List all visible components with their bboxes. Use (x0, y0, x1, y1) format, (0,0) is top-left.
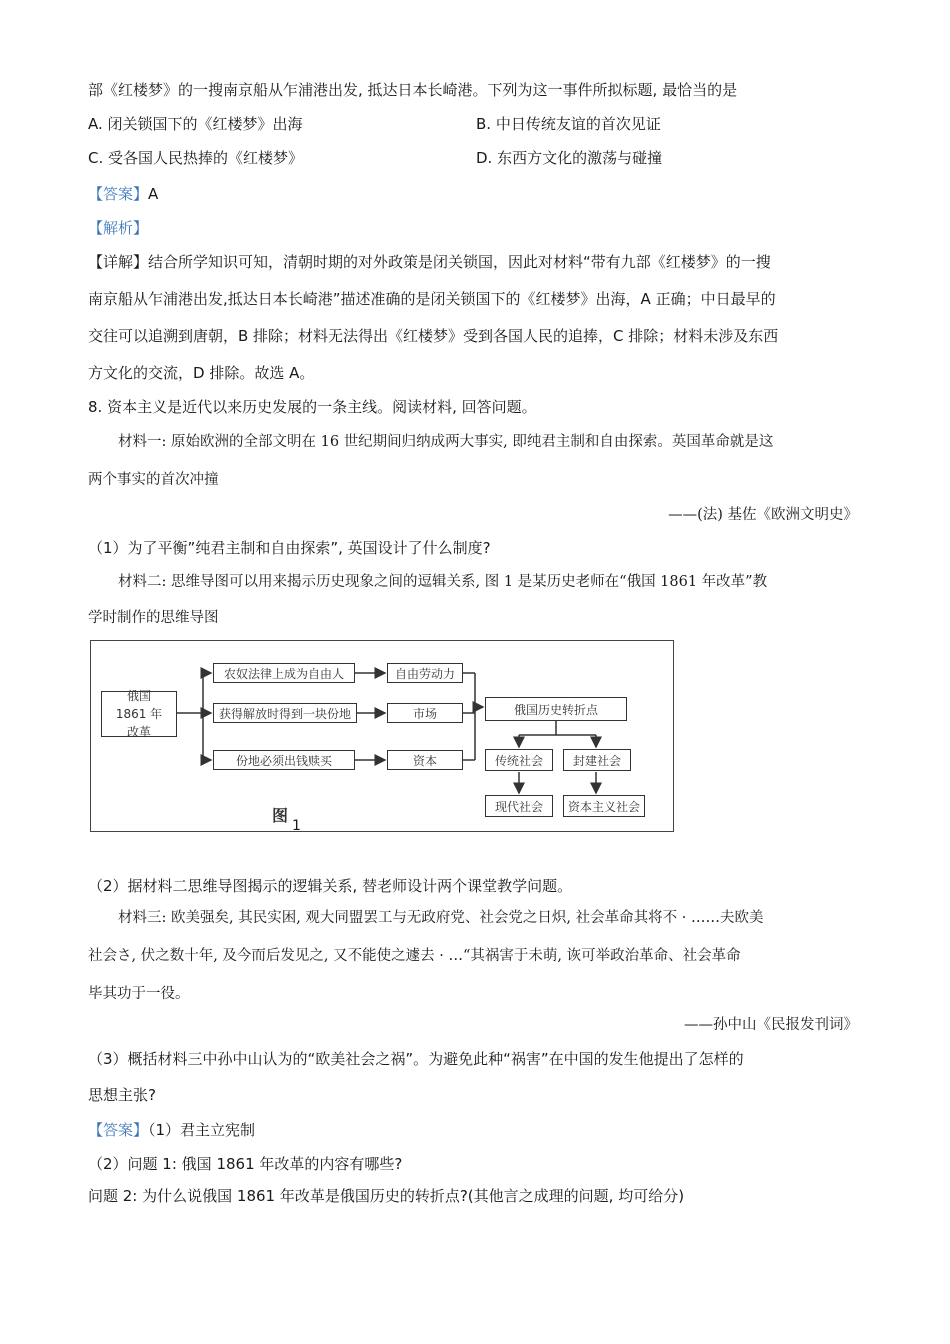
material-3-line-3: 毕其功于一役。 (88, 986, 190, 1002)
material-1-line-1: 材料一: 原始欧洲的全部文明在 16 世纪期间归纳成两大事实, 即纯君主制和自由探索。英国革命就是这 (118, 434, 774, 450)
option-d: D. 东西方文化的激荡与碰撞 (476, 149, 663, 167)
detail-text: 结合所学知识可知，清朝时期的对外政策是闭关锁国，因此对材料“带有九部《红楼梦》的一搜 (148, 253, 771, 271)
answer-8-tag: 【答案】 (88, 1121, 149, 1139)
question-8-stem: 8. 资本主义是近代以来历史发展的一条主线。阅读材料, 回答问题。 (88, 398, 537, 416)
middle-box-labor: 自由劳动力 (387, 663, 463, 683)
material-2-line-2: 学时制作的思维导图 (88, 610, 219, 626)
society-box-traditional: 传统社会 (485, 749, 553, 771)
material-3-line-2: 社会さ, 伏之数十年, 及今而后发见之, 又不能使之遽去 · …“其祸害于未萌, 诙可举政治革命、社会革命 (88, 948, 741, 964)
answer-8-part-2-q2: 问题 2: 为什么说俄国 1861 年改革是俄国历史的转折点?(其他言之成理的问题, 均可给分) (88, 1187, 685, 1205)
option-a: A. 闭关锁国下的《红楼梦》出海 (88, 115, 303, 133)
answer-8 (88, 1120, 255, 1140)
branch-box-2: 获得解放时得到一块份地 (213, 703, 357, 723)
turning-point-box: 俄国历史转折点 (485, 697, 627, 721)
question-8-3-line-1: （3）概括材料三中孙中山认为的“欧美社会之祸”。为避免此种“祸害”在中国的发生他提出了怎样的 (88, 1050, 744, 1068)
detail-line-2: 南京船从乍浦港出发,抵达日本长崎港”描述准确的是闭关锁国下的《红楼梦》出海，A 正确；中日最早的 (88, 290, 776, 308)
material-1-source: ——(法) 基佐《欧洲文明史》 (668, 507, 858, 523)
option-c: C. 受各国人民热捧的《红楼梦》 (88, 149, 304, 167)
material-1-line-2: 两个事实的首次冲撞 (88, 472, 219, 488)
detail-line-1 (88, 252, 771, 272)
middle-box-market: 市场 (387, 703, 463, 723)
answer-7 (88, 184, 158, 204)
answer-8-part-1: （1）君主立宪制 (148, 1121, 256, 1139)
question-7-stem: 部《红楼梦》的一搜南京船从乍浦港出发, 抵达日本长崎港。下列为这一事件所拟标题, 最恰当的是 (88, 81, 738, 99)
figure-caption-label: 图 (272, 806, 289, 825)
branch-box-3: 份地必须出钱赎买 (213, 750, 355, 770)
figure-caption-number: 1 (292, 818, 301, 834)
question-8-3-line-2: 思想主张? (88, 1086, 156, 1104)
question-8-1: （1）为了平衡”纯君主制和自由探索”, 英国设计了什么制度? (88, 539, 491, 557)
mind-map-figure (90, 640, 674, 832)
society-box-modern: 现代社会 (485, 795, 553, 817)
material-3-source: ——孙中山《民报发刊词》 (684, 1017, 858, 1033)
detail-tag: 【详解】 (88, 253, 149, 271)
answer-value: A (148, 185, 159, 203)
question-8-2: （2）据材料二思维导图揭示的逻辑关系, 替老师设计两个课堂教学问题。 (88, 877, 573, 895)
detail-line-3: 交往可以追溯到唐朝，B 排除；材料无法得出《红楼梦》受到各国人民的追捧，C 排除；材料未涉及东西 (88, 327, 779, 345)
root-label: 俄国 1861 年改革 (115, 689, 163, 739)
material-2-line-1: 材料二: 思维导图可以用来揭示历史现象之间的逗辑关系, 图 1 是某历史老师在“俄国 1861 年改革”教 (118, 574, 768, 590)
answer-tag: 【答案】 (88, 185, 149, 203)
middle-box-capital: 资本 (387, 750, 463, 770)
detail-line-4: 方文化的交流，D 排除。故选 A。 (88, 364, 315, 382)
root-box (101, 691, 177, 737)
society-box-feudal: 封建社会 (563, 749, 631, 771)
society-box-capitalist: 资本主义社会 (563, 795, 645, 817)
option-b: B. 中日传统友谊的首次见证 (476, 115, 661, 133)
branch-box-1: 农奴法律上成为自由人 (213, 663, 355, 683)
analysis-tag: 【解析】 (88, 219, 149, 237)
answer-8-part-2: （2）问题 1: 俄国 1861 年改革的内容有哪些? (88, 1155, 403, 1173)
material-3-line-1: 材料三: 欧美强矣, 其民实困, 观大同盟罢工与无政府党、社会党之日炽, 社会革命其将不 · ……夫欧美 (118, 910, 764, 926)
